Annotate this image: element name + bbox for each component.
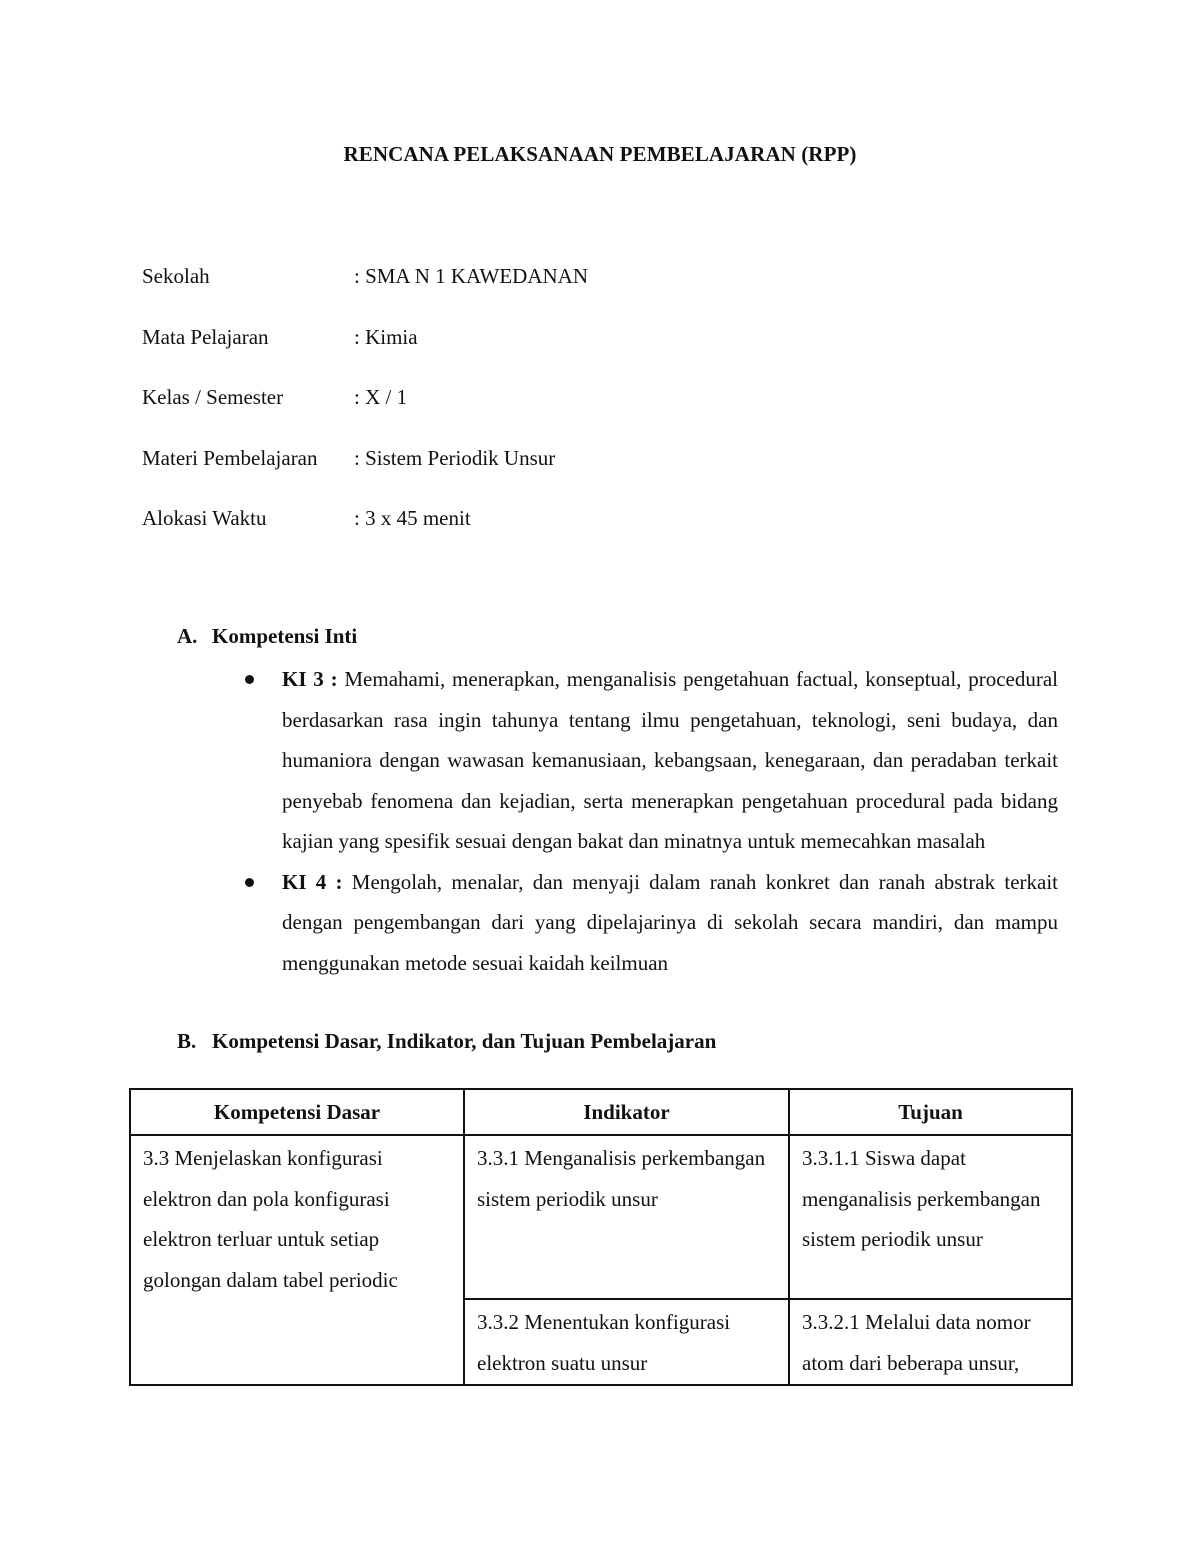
- section-letter: B.: [177, 1029, 197, 1053]
- identity-value: : SMA N 1 KAWEDANAN: [354, 264, 588, 288]
- kompetensi-inti-list: [282, 659, 1058, 983]
- section-b-heading: [177, 1029, 716, 1054]
- ki-text: Memahami, menerapkan, menganalisis pengetahuan factual, konseptual, procedural berdasarkan rasa ingin tahunya tentang ilmu pengetahuan, teknologi, seni budaya, dan humaniora dengan wawasan kemanusiaan, kebangsaan, kenegaraan, dan peradaban terkait penyebab fenomena dan kejadian, serta menerapkan pengetahuan procedural pada bidang kajian yang spesifik sesuai dengan bakat dan minatnya untuk memecahkan masalah: [282, 667, 1059, 853]
- column-header: Kompetensi Dasar: [130, 1089, 464, 1135]
- identity-row-alokasi-waktu: [142, 504, 588, 565]
- section-title: Kompetensi Inti: [212, 624, 358, 648]
- kompetensi-dasar-cell: [130, 1135, 464, 1385]
- identity-label: Alokasi Waktu: [142, 506, 267, 530]
- identity-value: : X / 1: [354, 385, 408, 409]
- cell-text: 3.3.1.1 Siswa dapat menganalisis perkembangan sistem periodik unsur: [802, 1146, 1041, 1251]
- column-header: Indikator: [464, 1089, 789, 1135]
- column-header: Tujuan: [789, 1089, 1072, 1135]
- section-title: Kompetensi Dasar, Indikator, dan Tujuan Pembelajaran: [212, 1029, 717, 1053]
- identity-value: : Kimia: [354, 324, 418, 349]
- cell-text: 3.3 Menjelaskan konfigurasi elektron dan pola konfigurasi elektron terluar untuk setiap golongan dalam tabel periodic: [143, 1146, 398, 1292]
- document-title: RENCANA PELAKSANAAN PEMBELAJARAN (RPP): [343, 142, 857, 166]
- table-header-row: [130, 1089, 1072, 1135]
- identity-row-mata-pelajaran: [142, 323, 588, 384]
- identity-value: : Sistem Periodik Unsur: [354, 445, 556, 470]
- cell-text: 3.3.2 Menentukan konfigurasi elektron suatu unsur: [477, 1310, 731, 1375]
- section-letter: A.: [177, 624, 198, 648]
- cell-text: 3.3.1 Menganalisis perkembangan sistem periodik unsur: [477, 1146, 766, 1211]
- tujuan-cell: [789, 1135, 1072, 1299]
- ki-label: KI 4 :: [282, 869, 343, 894]
- cell-text: 3.3.2.1 Melalui data nomor atom dari beberapa unsur,: [802, 1310, 1031, 1375]
- identity-block: [142, 262, 588, 565]
- ki-text: Mengolah, menalar, dan menyaji dalam ranah konkret dan ranah abstrak terkait dengan pengembangan dari yang dipelajarinya di sekolah secara mandiri, dan mampu menggunakan metode sesuai kaidah keilmuan: [282, 869, 1059, 975]
- identity-label: Materi Pembelajaran: [142, 445, 318, 470]
- identity-row-sekolah: [142, 262, 588, 323]
- bullet-icon: [245, 878, 254, 887]
- tujuan-cell: [789, 1299, 1072, 1385]
- table-row: [130, 1135, 1072, 1299]
- identity-row-kelas-semester: [142, 383, 588, 444]
- bullet-icon: [245, 675, 254, 684]
- indikator-cell: [464, 1135, 789, 1299]
- competency-table: [129, 1088, 1073, 1386]
- identity-label: Mata Pelajaran: [142, 324, 269, 349]
- identity-value: : 3 x 45 menit: [354, 506, 471, 530]
- indikator-cell: [464, 1299, 789, 1385]
- identity-label: Sekolah: [142, 264, 210, 288]
- identity-row-materi: [142, 444, 588, 505]
- list-item-ki3: [282, 659, 1058, 862]
- list-item-ki4: [282, 862, 1058, 984]
- section-a-heading: [177, 624, 357, 649]
- ki-label: KI 3 :: [282, 667, 338, 691]
- identity-label: Kelas / Semester: [142, 385, 284, 409]
